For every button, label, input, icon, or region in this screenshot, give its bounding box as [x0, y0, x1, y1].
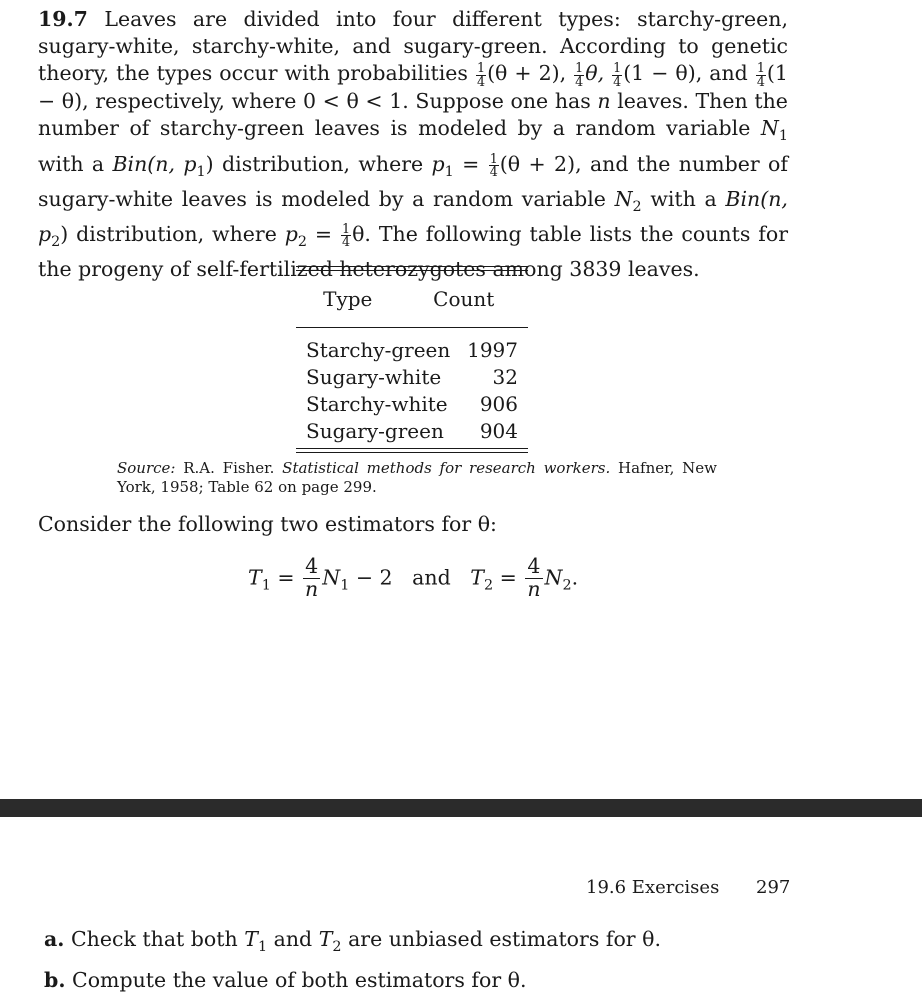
table-row: Sugary-green 904 [306, 418, 518, 443]
estimator-equation: $T_1$ = $\frac{4}{n}$ $N_1 - 2$ and $T_2$ = $\frac{4}{n}$ $N_2$. [248, 554, 579, 601]
fraction-quarter: $\frac{1}{4}$ [342, 220, 351, 250]
exercise-number: 19.7 [38, 7, 88, 31]
fraction-4-over-n: $\frac{4}{n}$ [527, 554, 541, 601]
page-break-bar [0, 799, 922, 817]
consider-text: Consider the following two estimators for θ: [38, 512, 497, 536]
fraction-quarter: $\frac{1}{4}$ [575, 60, 584, 89]
exercise-paragraph: 19.7 Leaves are divided into four different types: starchy-green, sugary-white, starchy-white, and sugary-green. According to genetic theory, the types occur with probabilities $\frac{1}{4}$ (θ + 2), $\frac{1}{4}$ θ, $\frac{1}{4}$ (1 − θ), and $\frac{1}{4}$ (1 − θ), respectively, where 0 < θ < 1. Suppose one has n leaves. Then the number of starchy-green leaves is modeled by a random variable $N_1$ with a Bin(n, $p_1$) distribution, where $p_1$ = $\frac{1}{4}$ (θ + 2), and the number of sugary-white leaves is modeled by a random variable $N_2$ with a Bin(n, $p_2$) distribution, where $p_2$ = $\frac{1}{4}$ θ. The following table lists the counts for the progeny of self-fertilized heterozygotes among 3839 leaves. [38, 7, 788, 281]
fraction-4-over-n: $\frac{4}{n}$ [305, 554, 319, 601]
fraction-quarter: $\frac{1}{4}$ [476, 60, 486, 89]
header-type: Type [323, 287, 373, 311]
fraction-quarter: $\frac{1}{4}$ [489, 150, 498, 180]
header-count: Count [433, 287, 495, 311]
part-b: b. Compute the value of both estimators for θ. [44, 968, 527, 993]
table-source-note: Source: R.A. Fisher. Statistical methods for research workers. Hafner, New York, 1958; Table 62 on page 299. [117, 459, 717, 496]
page-number: 297 [756, 877, 791, 898]
running-head-section: 19.6 Exercises [586, 877, 720, 898]
table-row: Starchy-white 906 [306, 391, 518, 416]
table-row: Starchy-green 1997 [306, 337, 518, 362]
fraction-quarter: $\frac{1}{4}$ [613, 60, 622, 89]
table-row: Sugary-white 32 [306, 364, 518, 389]
exercise-parts [44, 923, 661, 997]
table-bottom-rule [296, 448, 528, 453]
fraction-quarter: $\frac{1}{4}$ [756, 60, 765, 89]
counts-table [296, 266, 528, 453]
part-a: a. Check that both $T_1$ and $T_2$ are unbiased estimators for θ. [44, 927, 661, 956]
